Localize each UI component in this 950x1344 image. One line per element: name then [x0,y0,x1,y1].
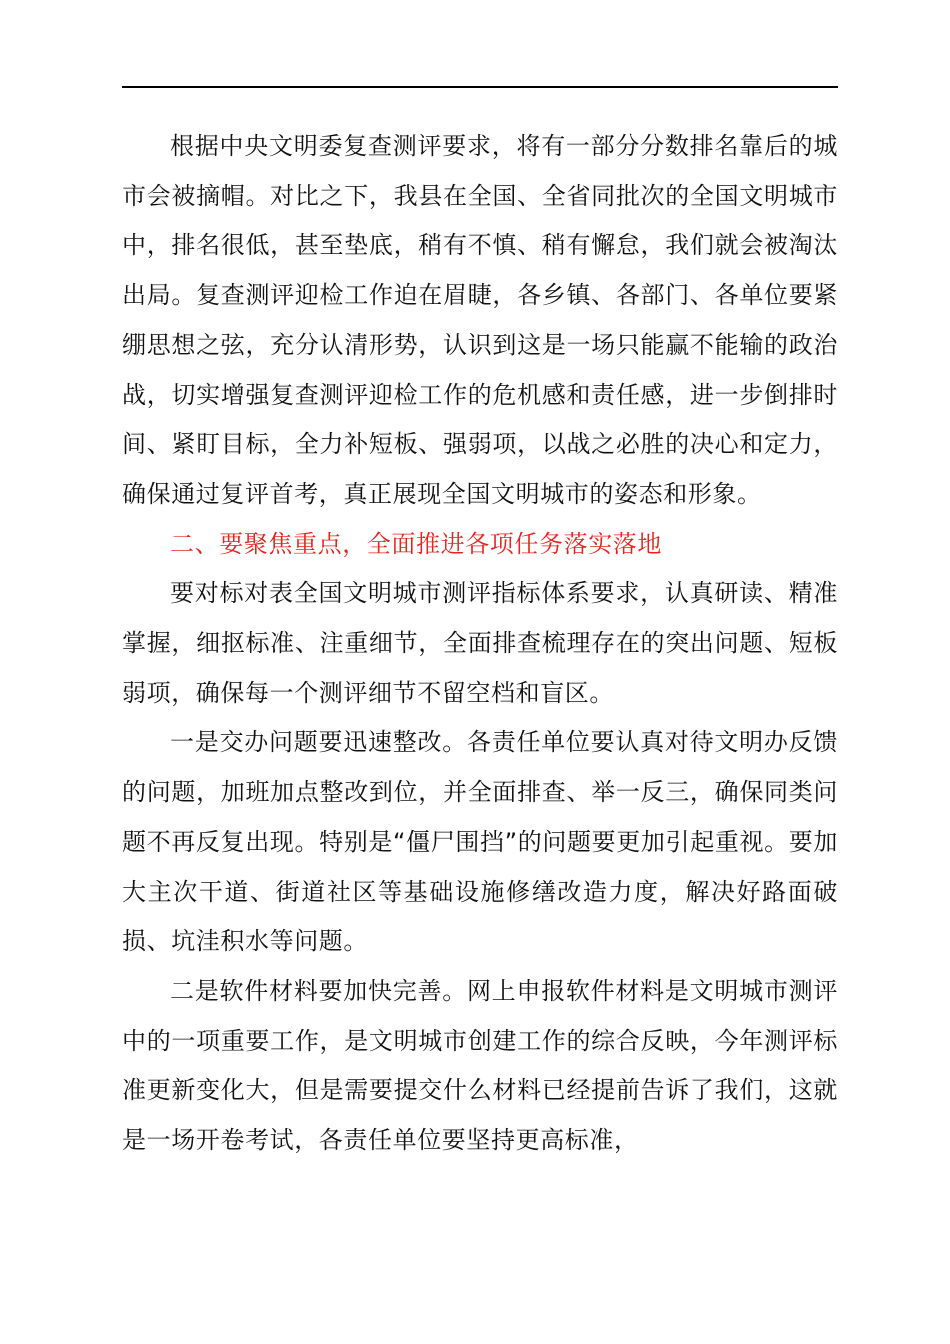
paragraph-situation: 根据中央文明委复查测评要求，将有一部分分数排名靠后的城市会被摘帽。对比之下，我县在全国、全省同批次的全国文明城市中，排名很低，甚至垫底，稍有不慎、稍有懈怠，我们就会被淘汰出局。复查测评迎检工作迫在眉睫，各乡镇、各部门、各单位要紧绷思想之弦，充分认清形势，认识到这是一场只能赢不能输的政治战，切实增强复查测评迎检工作的危机感和责任感，进一步倒排时间、紧盯目标，全力补短板、强弱项，以战之必胜的决心和定力，确保通过复评首考，真正展现全国文明城市的姿态和形象。 [122,132,838,508]
paragraph-benchmark: 要对标对表全国文明城市测评指标体系要求，认真研读、精准掌握，细抠标准、注重细节，全面排查梳理存在的突出问题、短板弱项，确保每一个测评细节不留空档和盲区。 [122,579,838,707]
section-heading-two: 二、要聚焦重点，全面推进各项任务落实落地 [170,529,662,558]
paragraph-point-one: 一是交办问题要迅速整改。各责任单位要认真对待文明办反馈的问题，加班加点整改到位，并全面排查、举一反三，确保同类问题不再反复出现。特别是“僵尸围挡”的问题要更加引起重视。要加大主次干道、街道社区等基础设施修缮改造力度，解决好路面破损、坑洼积水等问题。 [122,728,838,956]
header-rule [122,86,838,88]
document-body [122,122,838,1166]
paragraph-point-two: 二是软件材料要加快完善。网上申报软件材料是文明城市测评中的一项重要工作，是文明城市创建工作的综合反映，今年测评标准更新变化大，但是需要提交什么材料已经提前告诉了我们，这就是一场开卷考试，各责任单位要坚持更高标准， [122,976,838,1155]
